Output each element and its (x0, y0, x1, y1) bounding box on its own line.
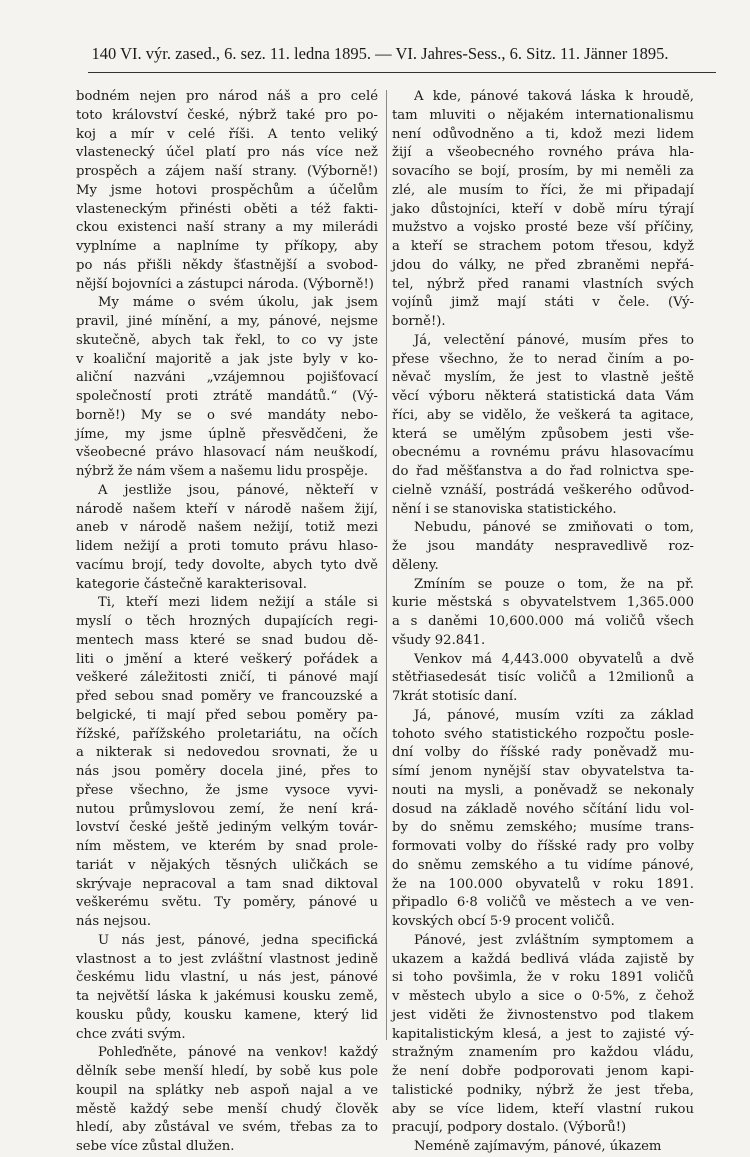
text-line: liti o jmění a které veškerý pořádek a (76, 651, 378, 667)
text-line: vlastnost a to jest zvláštní vlastnost jedině (76, 951, 378, 967)
text-line: nění i se stanoviska statistického. (392, 501, 617, 517)
text-line: nás jsou poměry docela jiné, přes to (76, 764, 378, 779)
text-line: tohoto svého statistického rozpočtu posle- (392, 726, 694, 742)
page-header: 140 VI. výr. zased., 6. sez. 11. ledna 1895. — VI. Jahres-Sess., 6. Sitz. 11. Jänner 1895. (91, 44, 669, 63)
header-rule (88, 72, 716, 73)
text-line: koupil na splátky neb aspoň najal a ve (76, 1082, 378, 1098)
text-line: v městech ubylo a sice o 0·5%, z čehož (392, 989, 694, 1004)
text-line: zlé, ale musím to říci, že mi připadají (392, 182, 694, 198)
text-line: mentech mass které se snad budou dě- (76, 632, 378, 648)
text-line: 7krát stotisíc daní. (392, 689, 518, 704)
text-line: by do sněmu zemského; musíme trans- (392, 820, 694, 836)
column-divider (386, 90, 387, 1040)
text-line: My máme o svém úkolu, jak jsem (98, 295, 378, 311)
text-line: jest viděti že živnostenstvo pod tlakem (392, 1007, 694, 1023)
text-line: aliční nazváni „vzájemnou pojišťovací (76, 370, 378, 386)
text-line: jíme, my jsme úplně přesvědčeni, že (76, 426, 378, 442)
text-line: A kde, pánové taková láska k hroudě, (414, 89, 694, 104)
text-line: Nebudu, pánové se zmiňovati o tom, (414, 520, 694, 536)
text-line: nýbrž že nám všem a našemu lidu prospěje. (76, 464, 369, 479)
text-line: nutou průmyslovou zemí, že není krá- (76, 801, 378, 817)
text-line: Zmíním se pouze o tom, že na př. (414, 576, 694, 592)
text-line: Neméně zajímavým, pánové, úkazem (414, 1139, 662, 1154)
text-line: bodném nejen pro národ náš a pro celé (76, 89, 378, 104)
text-line: jdou do války, ne před zbraněmi nepřá- (392, 257, 694, 273)
text-line: kovských obcí 5·9 procent voličů. (392, 914, 615, 929)
text-line: a kteří se strachem potom třesou, když (392, 239, 694, 254)
text-line: dosud na základě nového sčítání lidu vol- (392, 801, 694, 817)
text-line: Venkov má 4,443.000 obyvatelů a dvě (414, 651, 694, 667)
text-line: do sněmu zemského a tu vidíme pánové, (392, 857, 694, 873)
text-line: cielně vznáší, postrádá veškerého odůvod- (392, 482, 694, 498)
text-line: borně!). (392, 314, 446, 329)
text-line: símí jenom nynější stav obyvatelstva ta- (392, 764, 694, 779)
text-line: veškeré záležitosti zničí, ti pánové mají (76, 670, 378, 686)
text-line: stražným znamením pro každou vládu, (392, 1045, 694, 1061)
text-line: přese všechno, že to nerad činím a po- (392, 351, 694, 367)
text-line: vacímu brojí, tedy dovolte, abych tyto dvě (76, 557, 378, 573)
text-line: veškerému světu. Ty poměry, pánové u (76, 895, 378, 911)
text-line: do řad měšťanstva a do řad rolnictva spe- (392, 464, 694, 479)
text-line: sebe více zůstal dlužen. (76, 1139, 235, 1154)
text-line: A jestliže jsou, pánové, někteří v (98, 482, 378, 498)
text-line: skutečně, abych tak řekl, to co vy jste (76, 332, 378, 348)
text-line: že na 100.000 obyvatelů v roku 1891. (392, 876, 694, 892)
text-line: všudy 92.841. (392, 632, 486, 648)
text-line: v koaliční majoritě a jak jste byly v ko- (76, 351, 378, 367)
text-line: před sebou snad poměry ve francouzské a (76, 689, 378, 704)
text-line: něvač myslím, že jest to vlastně ještě (392, 370, 694, 386)
text-line: která se umělým způsobem jesti vše- (392, 426, 694, 442)
text-line: vlastenecký účel platí pro nás více než (76, 145, 378, 161)
text-line: Pohleďněte, pánové na venkov! každý (98, 1045, 378, 1061)
text-line: formovati volby do říšské rady pro volby (392, 839, 694, 854)
text-line: lovství české ještě jediným velkým továr- (76, 820, 378, 836)
text-line: tariát v nějakých těsných uličkách se (76, 857, 378, 873)
text-line: společností proti ztrátě mandátů.“ (Vý- (76, 389, 378, 404)
text-line: toto království české, nýbrž také pro po- (76, 107, 378, 123)
text-line: U nás jest, pánové, jedna specifická (98, 932, 378, 948)
text-line: ním městem, ve kterém by snad prole- (76, 839, 378, 854)
right-column (392, 88, 694, 1157)
text-line: koj a mír v celé říši. A tento veliký (76, 126, 378, 142)
left-column (76, 88, 378, 1157)
text-line: že jsou mandáty nespravedlivě roz- (392, 539, 694, 554)
text-line: dní volby do říšské rady poněvadž mu- (392, 745, 694, 761)
text-line: My jsme hotovi prospěchům a účelům (76, 182, 378, 198)
text-line: žijí a všeobecného rovného práva hla- (392, 145, 694, 161)
text-line: řížské, pařížského proletariátu, na očích (76, 726, 378, 742)
text-line: talistické podniky, nýbrž že jest třeba, (392, 1082, 694, 1098)
text-line: vojínů jimž mají státi v čele. (Vý- (392, 295, 694, 311)
text-line: připadlo 6·8 voličů ve městech a ve ven- (392, 895, 694, 911)
text-line: belgické, ti mají před sebou poměry pa- (76, 707, 378, 723)
text-line: prospěch a zájem naší strany. (Výborně!) (76, 164, 378, 179)
text-line: Já, velectění pánové, musím přes to (414, 332, 694, 348)
text-line: lidem nežijí a proti tomuto právu hlaso- (76, 539, 378, 554)
text-line: ukazem a každá bedlivá vláda zajistě by (392, 951, 694, 967)
text-line: myslí o těch hrozných dupajících regi- (76, 614, 378, 629)
text-line: si toho povšimla, že v roku 1891 voličů (392, 970, 694, 986)
text-line: jako důstojníci, kteří v době míru týrají (392, 201, 694, 217)
text-line: Pánové, jest zvláštním symptomem a (414, 932, 694, 948)
text-line: není odůvodněno a ti, kdož mezi lidem (392, 126, 694, 142)
text-line: všeobecné právo hlasovací nám neuškodí, (76, 445, 378, 461)
text-line: hledí, aby zůstával ve svém, třebas za to (76, 1120, 378, 1136)
text-line: kapitalistickým klesá, a jest to zajisté vý- (392, 1026, 694, 1042)
text-line: říci, aby se vidělo, že veškerá ta agitace, (392, 407, 694, 423)
text-line: aneb v národě našem nežijí, totiž mezi (76, 520, 378, 536)
text-line: pravil, jiné mínění, a my, pánové, nejsme (76, 314, 378, 329)
text-line: děleny. (392, 557, 439, 573)
text-line: českému lidu vlastní, u nás jest, pánové (76, 970, 378, 986)
text-line: tel, nýbrž před ranami vlastních svých (392, 276, 694, 292)
text-line: chce zváti svým. (76, 1026, 186, 1042)
text-line: tam mluviti o nějakém internationalismu (392, 107, 694, 123)
text-line: vyplníme a naplníme ty příkopy, aby (76, 239, 378, 254)
text-line: kategorie částečně karakterisoval. (76, 576, 307, 592)
text-line: Já, pánové, musím vzíti za základ (414, 707, 694, 723)
text-line: stětřiasedesát tisíc voličů a 12milionů a (392, 670, 694, 686)
text-line: borně!) My se o své mandáty nebo- (76, 407, 378, 423)
text-line: po nás přišli někdy šťastnější a svobod- (76, 257, 378, 273)
text-line: národě našem kteří v národě našem žijí, (76, 501, 378, 517)
text-line: že není dobře podporovati jenom kapi- (392, 1064, 694, 1079)
text-line: aby se více lidem, kteří vlastní rukou (392, 1101, 694, 1117)
text-line: skrývaje nepracoval a tam snad diktoval (76, 876, 378, 892)
text-line: přese všechno, že jsme vysoce vyvi- (76, 782, 378, 798)
text-line: sovacího se bojí, prosím, by mi neměli za (392, 164, 694, 179)
text-line: mužstvo a vojsko prosté beze vší příčiny, (392, 220, 694, 236)
text-line: kousku půdy, kousku kamene, který lid (76, 1007, 378, 1023)
text-line: obecnému a rovnému právu hlasovacímu (392, 445, 694, 461)
text-line: kurie městská s obyvatelstvem 1,365.000 (392, 595, 694, 611)
text-line: Ti, kteří mezi lidem nežijí a stále si (98, 595, 378, 611)
text-line: věcí výboru některá statistická data Vám (392, 389, 694, 404)
text-line: a nikterak si nedovedou srovnati, že u (76, 745, 378, 761)
text-line: nouti na mysli, a poněvadž se nekonaly (392, 782, 694, 798)
text-line: pracují, podpory dostalo. (Výborů!) (392, 1120, 627, 1136)
text-line: a s daněmi 10,600.000 má voličů všech (392, 614, 694, 629)
text-line: ckou existenci naší strany a my milerádi (76, 220, 378, 236)
text-line: městě každý sebe menší chudý člověk (76, 1101, 378, 1117)
text-line: dělník sebe menší hledí, by sobě kus pole (76, 1064, 378, 1079)
text-line: nější bojovníci a zástupci národa. (Výborně!) (76, 276, 374, 292)
text-line: ta největší láska k jakémusi kousku země, (76, 989, 378, 1004)
text-line: vlasteneckým přinésti oběti a též fakti- (76, 201, 378, 217)
text-line: nás nejsou. (76, 914, 152, 929)
